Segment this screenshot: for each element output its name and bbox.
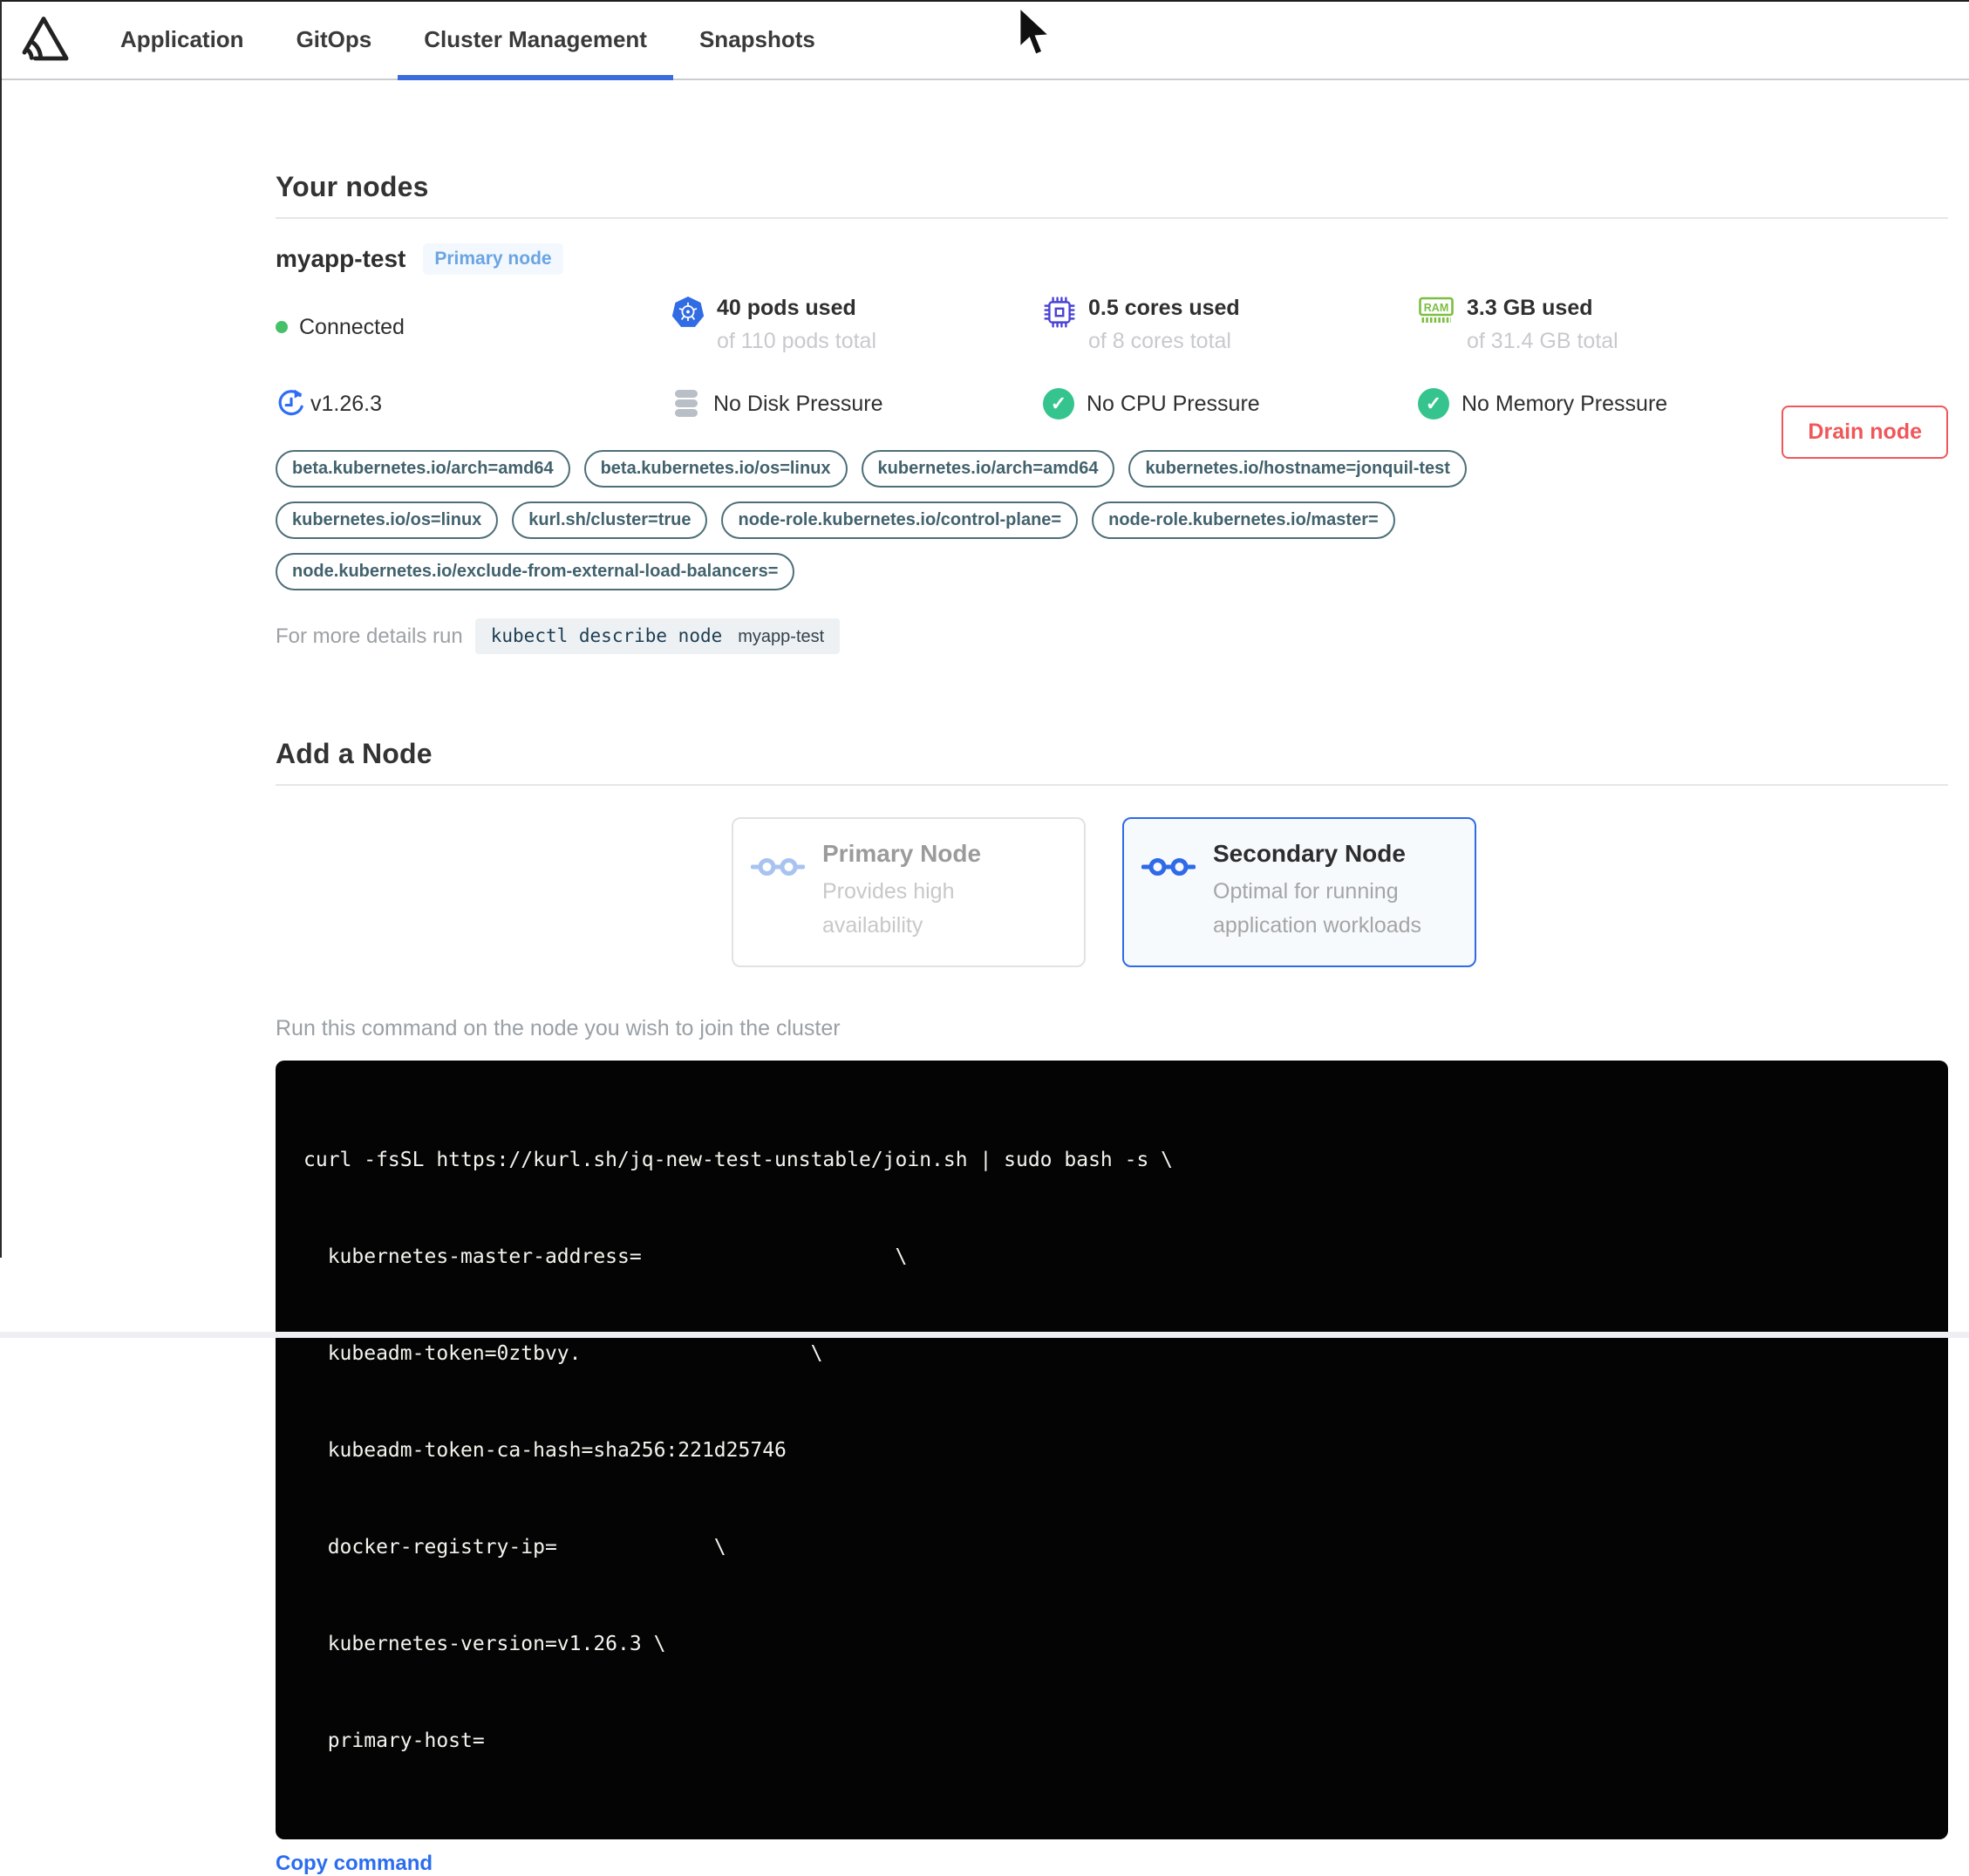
tab-application[interactable]: Application bbox=[120, 25, 244, 52]
check-icon bbox=[1043, 388, 1074, 420]
node-label-pill: kubernetes.io/arch=amd64 bbox=[862, 450, 1115, 488]
node-version-label: v1.26.3 bbox=[310, 391, 383, 416]
command-line: primary-host= bbox=[303, 1729, 485, 1752]
memory-stat-text bbox=[1467, 296, 1618, 354]
secondary-node-option-text bbox=[1213, 840, 1433, 943]
cores-total: of 8 cores total bbox=[1088, 329, 1231, 353]
node-type-options bbox=[732, 817, 1948, 967]
cores-stat-text bbox=[1088, 296, 1240, 354]
cpu-pressure-label: No CPU Pressure bbox=[1087, 391, 1260, 416]
command-line: curl -fsSL https://kurl.sh/jq-new-test-unstable/join.sh | sudo bash -s \ bbox=[303, 1149, 1173, 1171]
kubernetes-pods-icon bbox=[671, 296, 705, 329]
node-name: myapp-test bbox=[276, 245, 406, 272]
primary-node-option-description: Provides high availability bbox=[822, 879, 955, 938]
command-line: kubernetes-version=v1.26.3 \ bbox=[303, 1633, 666, 1655]
top-navbar bbox=[0, 0, 1969, 80]
window-bottom-edge bbox=[0, 1332, 1969, 1338]
replicated-triangle-logo-icon bbox=[15, 14, 72, 65]
node-label-pill: beta.kubernetes.io/os=linux bbox=[584, 450, 848, 488]
node-label-pill: beta.kubernetes.io/arch=amd64 bbox=[276, 450, 570, 488]
window-top-edge bbox=[0, 0, 1969, 2]
command-line: kubernetes-master-address= \ bbox=[303, 1245, 908, 1268]
svg-text:RAM: RAM bbox=[1423, 302, 1449, 314]
memory-used: 3.3 GB used bbox=[1467, 296, 1593, 320]
pods-used: 40 pods used bbox=[717, 296, 856, 320]
pods-stat bbox=[671, 296, 1043, 354]
tab-cluster-management[interactable]: Cluster Management bbox=[398, 0, 673, 78]
primary-node-option[interactable] bbox=[732, 817, 1086, 967]
memory-pressure-label: No Memory Pressure bbox=[1461, 391, 1668, 416]
node-label-pill: kurl.sh/cluster=true bbox=[512, 501, 707, 539]
secondary-node-option[interactable] bbox=[1122, 817, 1476, 967]
node-label-pill: node-role.kubernetes.io/control-plane= bbox=[721, 501, 1078, 539]
details-hint-text: For more details run bbox=[276, 624, 463, 648]
window-left-edge bbox=[0, 0, 2, 1258]
node-details-hint bbox=[276, 618, 1948, 654]
section-divider bbox=[276, 784, 1948, 786]
node-link-icon bbox=[1141, 854, 1196, 880]
nav-tabs bbox=[94, 0, 841, 78]
disk-pressure-label: No Disk Pressure bbox=[713, 391, 883, 416]
mouse-cursor-icon bbox=[1016, 5, 1056, 64]
cores-stat bbox=[1043, 296, 1418, 354]
ram-icon bbox=[1418, 296, 1455, 325]
node-labels bbox=[276, 450, 1636, 590]
join-command-instruction: Run this command on the node you wish to join the cluster bbox=[276, 1016, 841, 1040]
drain-node-button[interactable]: Drain node bbox=[1782, 406, 1948, 459]
node-label-pill: kubernetes.io/hostname=jonquil-test bbox=[1128, 450, 1467, 488]
primary-node-option-text bbox=[822, 840, 1042, 943]
tab-snapshots[interactable]: Snapshots bbox=[698, 25, 815, 52]
disk-icon bbox=[671, 387, 701, 420]
node-status-label: Connected bbox=[299, 314, 405, 339]
kubectl-command-node-name: myapp-test bbox=[738, 627, 825, 646]
secondary-node-option-description: Optimal for running application workloads bbox=[1213, 879, 1422, 938]
node-link-icon bbox=[751, 854, 805, 880]
cpu-pressure-condition bbox=[1043, 387, 1418, 420]
app-logo[interactable] bbox=[0, 0, 87, 78]
add-node-heading: Add a Node bbox=[276, 738, 433, 769]
your-nodes-heading: Your nodes bbox=[276, 171, 429, 202]
primary-node-badge: Primary node bbox=[423, 243, 562, 275]
node-stats-grid bbox=[276, 296, 1948, 420]
secondary-node-option-title: Secondary Node bbox=[1213, 840, 1406, 867]
connected-dot-icon bbox=[276, 321, 288, 333]
memory-stat bbox=[1418, 296, 1948, 354]
describe-node-command-chip bbox=[475, 618, 840, 654]
node-label-pill: node-role.kubernetes.io/master= bbox=[1092, 501, 1395, 539]
node-status bbox=[276, 296, 671, 354]
tab-gitops[interactable]: GitOps bbox=[296, 25, 372, 52]
cores-used: 0.5 cores used bbox=[1088, 296, 1240, 320]
disk-pressure-condition bbox=[671, 387, 1043, 420]
version-history-icon bbox=[276, 388, 307, 420]
command-line: kubeadm-token-ca-hash=sha256:221d25746 bbox=[303, 1439, 787, 1462]
node-label-pill: node.kubernetes.io/exclude-from-external-load-balancers= bbox=[276, 553, 794, 590]
copy-command-link[interactable]: Copy command bbox=[276, 1852, 433, 1875]
command-line: docker-registry-ip= \ bbox=[303, 1536, 726, 1559]
primary-node-option-title: Primary Node bbox=[822, 840, 982, 867]
main-content bbox=[0, 171, 1969, 1876]
pods-total: of 110 pods total bbox=[717, 329, 877, 353]
check-icon bbox=[1418, 388, 1449, 420]
command-line: kubeadm-token=0ztbvy. \ bbox=[303, 1342, 823, 1365]
node-version bbox=[276, 387, 671, 420]
node-card bbox=[276, 219, 1948, 654]
node-label-pill: kubernetes.io/os=linux bbox=[276, 501, 498, 539]
pods-stat-text bbox=[717, 296, 876, 354]
kubectl-command: kubectl describe node bbox=[490, 625, 723, 646]
node-name-row bbox=[276, 243, 1948, 275]
memory-total: of 31.4 GB total bbox=[1467, 329, 1618, 353]
cpu-icon bbox=[1043, 296, 1076, 329]
join-command-terminal bbox=[276, 1061, 1948, 1839]
